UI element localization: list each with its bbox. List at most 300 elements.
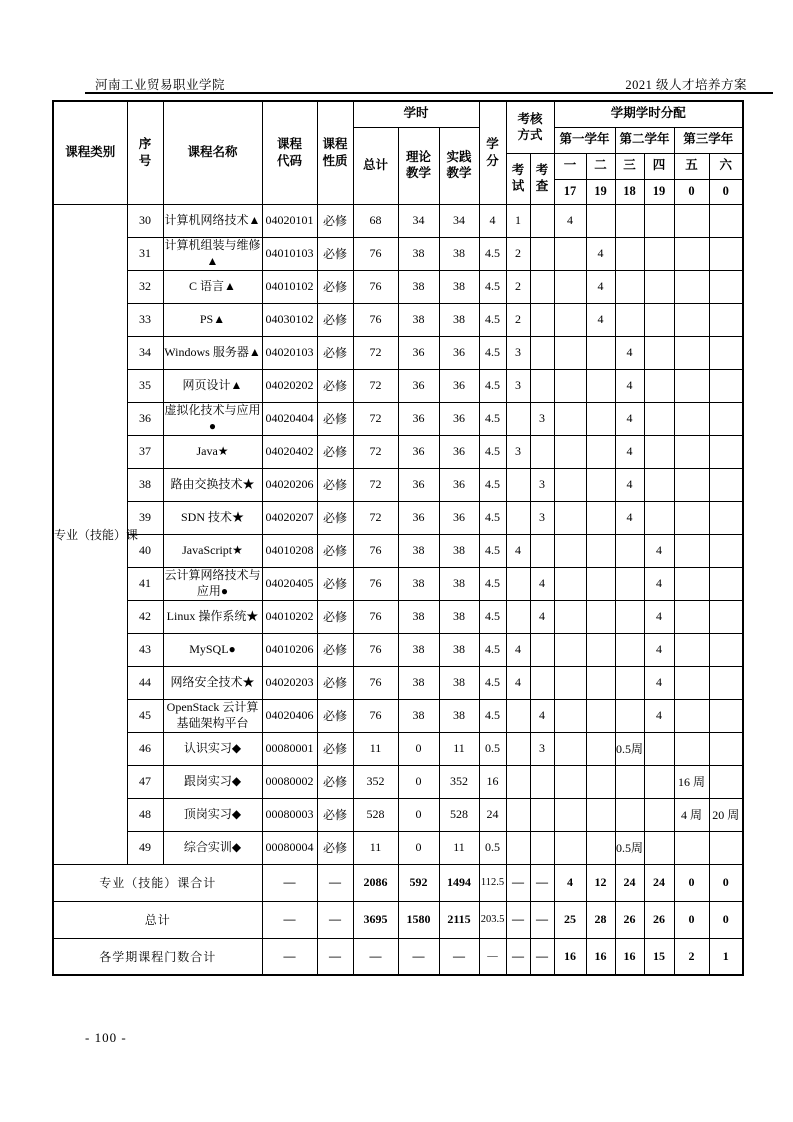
cell-hours-practice: 34 [439,204,479,237]
cell-credits: 24 [479,798,506,831]
page-header-school-name: 河南工业贸易职业学院 [95,78,226,92]
cell-hours-practice: 38 [439,633,479,666]
course-row [53,765,743,798]
cell-seq: 48 [127,798,163,831]
cell-seq: 44 [127,666,163,699]
cell-hours-total: 352 [353,765,398,798]
cell-summary-label: 专业（技能）课合计 [53,864,262,901]
cell-hours-total: 76 [353,699,398,732]
cell-course-code: 04020206 [262,468,317,501]
cell-hours-practice: 38 [439,270,479,303]
cell-course-name: 网络安全技术★ [163,666,262,699]
header-seq: 序号 [127,101,163,204]
cell-semester-1 [554,435,586,468]
cell-course-code: 04010102 [262,270,317,303]
cell-credits: 4 [479,204,506,237]
cell-semester-6 [709,633,743,666]
cell-credits: — [479,938,506,975]
cell-course-name: 计算机组装与维修▲ [163,237,262,270]
cell-exam: 3 [506,336,530,369]
cell-course-nature: — [317,864,353,901]
cell-course-code: 04020404 [262,402,317,435]
cell-exam [506,501,530,534]
cell-semester-5 [674,369,709,402]
cell-semester-2: 4 [586,237,615,270]
header-exam: 考试 [506,153,530,204]
cell-course-name: 计算机网络技术▲ [163,204,262,237]
cell-semester-6 [709,237,743,270]
cell-semester-2 [586,666,615,699]
cell-check [530,435,554,468]
cell-credits: 4.5 [479,666,506,699]
cell-course-name: JavaScript★ [163,534,262,567]
cell-semester-1 [554,699,586,732]
cell-semester-2 [586,501,615,534]
header-year3: 第三学年 [674,127,743,153]
cell-course-code: 00080004 [262,831,317,864]
cell-semester-3 [615,237,644,270]
cell-hours-total: 2086 [353,864,398,901]
cell-hours-theory: 38 [398,303,439,336]
cell-exam [506,699,530,732]
header-credits: 学分 [479,101,506,204]
cell-semester-6 [709,699,743,732]
cell-semester-2 [586,204,615,237]
cell-semester-1 [554,402,586,435]
cell-hours-total: 76 [353,567,398,600]
cell-credits: 0.5 [479,831,506,864]
cell-course-name: 路由交换技术★ [163,468,262,501]
cell-check: 4 [530,600,554,633]
cell-course-nature: 必修 [317,204,353,237]
cell-semester-4: 4 [644,699,674,732]
cell-hours-total: — [353,938,398,975]
cell-semester-3: 0.5周 [615,732,644,765]
cell-semester-1 [554,567,586,600]
header-semester-4: 四 [644,153,674,179]
cell-check [530,369,554,402]
course-row [53,402,743,435]
cell-check: 3 [530,468,554,501]
cell-semester-2 [586,567,615,600]
cell-course-code: 04020202 [262,369,317,402]
cell-seq: 35 [127,369,163,402]
cell-semester-5 [674,699,709,732]
cell-semester-4 [644,831,674,864]
cell-check [530,237,554,270]
cell-course-code: 04010206 [262,633,317,666]
cell-hours-practice: 352 [439,765,479,798]
cell-course-nature: 必修 [317,666,353,699]
cell-semester-1 [554,468,586,501]
cell-check: 3 [530,501,554,534]
cell-course-code: — [262,938,317,975]
cell-credits: 4.5 [479,468,506,501]
cell-semester-4: 4 [644,567,674,600]
cell-semester-6 [709,732,743,765]
course-row [53,303,743,336]
cell-course-name: 云计算网络技术与应用● [163,567,262,600]
cell-hours-theory: 36 [398,468,439,501]
cell-semester-2: 16 [586,938,615,975]
course-row [53,468,743,501]
cell-credits: 4.5 [479,501,506,534]
cell-credits: 4.5 [479,567,506,600]
cell-seq: 41 [127,567,163,600]
cell-semester-1: 25 [554,901,586,938]
cell-course-nature: 必修 [317,435,353,468]
cell-semester-1 [554,303,586,336]
cell-hours-theory: 38 [398,237,439,270]
table-header [53,101,743,204]
cell-course-name: 虚拟化技术与应用● [163,402,262,435]
course-row [53,336,743,369]
cell-semester-3: 24 [615,864,644,901]
page-number: - 100 - [85,1030,127,1045]
cell-semester-5: 0 [674,901,709,938]
course-row [53,699,743,732]
cell-hours-practice: 36 [439,336,479,369]
cell-semester-1: 4 [554,864,586,901]
cell-semester-4: 26 [644,901,674,938]
cell-hours-practice: 38 [439,534,479,567]
cell-semester-4: 4 [644,666,674,699]
cell-hours-theory: 34 [398,204,439,237]
cell-semester-4 [644,435,674,468]
cell-course-nature: 必修 [317,765,353,798]
cell-semester-3 [615,303,644,336]
cell-credits: 4.5 [479,303,506,336]
cell-semester-1 [554,666,586,699]
cell-exam [506,831,530,864]
course-row [53,567,743,600]
cell-course-code: 04020101 [262,204,317,237]
cell-seq: 43 [127,633,163,666]
cell-semester-1 [554,633,586,666]
course-row [53,237,743,270]
header-course-name: 课程名称 [163,101,262,204]
course-row [53,501,743,534]
cell-check: 4 [530,567,554,600]
cell-check [530,534,554,567]
cell-check [530,270,554,303]
cell-semester-5 [674,633,709,666]
cell-semester-2: 28 [586,901,615,938]
cell-check [530,336,554,369]
cell-course-code: 04020207 [262,501,317,534]
cell-check: 3 [530,402,554,435]
cell-semester-3 [615,270,644,303]
cell-category-label: 专业（技能）课 [53,204,127,864]
header-semester-2: 二 [586,153,615,179]
summary-row [53,938,743,975]
cell-check: — [530,901,554,938]
cell-hours-theory: 38 [398,567,439,600]
cell-semester-4 [644,204,674,237]
cell-exam [506,765,530,798]
cell-hours-practice: 36 [439,402,479,435]
cell-hours-theory: 38 [398,699,439,732]
cell-hours-theory: 0 [398,765,439,798]
header-weeks-2: 19 [586,179,615,204]
course-row [53,633,743,666]
cell-hours-total: 72 [353,402,398,435]
cell-check: 4 [530,699,554,732]
cell-exam: — [506,938,530,975]
cell-course-nature: 必修 [317,798,353,831]
course-row [53,270,743,303]
cell-semester-5: 0 [674,864,709,901]
cell-hours-practice: 36 [439,501,479,534]
cell-hours-total: 76 [353,633,398,666]
cell-exam: — [506,864,530,901]
cell-seq: 37 [127,435,163,468]
cell-hours-theory: 38 [398,270,439,303]
cell-course-name: Linux 操作系统★ [163,600,262,633]
cell-course-name: C 语言▲ [163,270,262,303]
cell-course-nature: 必修 [317,336,353,369]
header-semester-3: 三 [615,153,644,179]
cell-semester-6 [709,402,743,435]
cell-course-code: 04020103 [262,336,317,369]
cell-hours-theory: 592 [398,864,439,901]
cell-semester-2 [586,798,615,831]
cell-exam: 4 [506,666,530,699]
cell-semester-1: 16 [554,938,586,975]
cell-hours-practice: 36 [439,435,479,468]
course-row [53,732,743,765]
cell-hours-total: 76 [353,303,398,336]
cell-course-nature: — [317,901,353,938]
header-weeks-3: 18 [615,179,644,204]
cell-hours-practice: 36 [439,369,479,402]
cell-hours-total: 76 [353,270,398,303]
header-category: 课程类别 [53,101,127,204]
cell-hours-practice: 11 [439,732,479,765]
cell-semester-6 [709,831,743,864]
cell-credits: 4.5 [479,237,506,270]
cell-semester-1 [554,831,586,864]
cell-exam: — [506,901,530,938]
cell-semester-3 [615,765,644,798]
cell-hours-total: 68 [353,204,398,237]
cell-semester-4 [644,501,674,534]
header-weeks-1: 17 [554,179,586,204]
header-assessment: 考核方式 [506,101,554,153]
cell-semester-3 [615,534,644,567]
cell-semester-4: 15 [644,938,674,975]
header-check: 考查 [530,153,554,204]
cell-hours-theory: 38 [398,666,439,699]
cell-check [530,765,554,798]
cell-course-code: 04020405 [262,567,317,600]
cell-hours-total: 76 [353,237,398,270]
cell-credits: 4.5 [479,633,506,666]
cell-semester-2 [586,600,615,633]
cell-check [530,666,554,699]
cell-semester-6 [709,270,743,303]
cell-course-nature: 必修 [317,699,353,732]
cell-semester-6 [709,765,743,798]
cell-semester-1: 4 [554,204,586,237]
cell-check: — [530,864,554,901]
cell-semester-5 [674,303,709,336]
cell-seq: 31 [127,237,163,270]
cell-course-name: 认识实习◆ [163,732,262,765]
cell-hours-theory: 0 [398,732,439,765]
cell-course-name: 综合实训◆ [163,831,262,864]
cell-seq: 45 [127,699,163,732]
header-semester-5: 五 [674,153,709,179]
cell-semester-4: 4 [644,534,674,567]
cell-course-nature: — [317,938,353,975]
cell-course-code: 04010208 [262,534,317,567]
cell-credits: 4.5 [479,435,506,468]
cell-semester-1 [554,501,586,534]
cell-hours-practice: 38 [439,567,479,600]
cell-hours-theory: 1580 [398,901,439,938]
cell-credits: 4.5 [479,336,506,369]
cell-semester-3: 4 [615,501,644,534]
course-row [53,435,743,468]
cell-hours-theory: 38 [398,633,439,666]
cell-course-code: 00080003 [262,798,317,831]
cell-hours-theory: 36 [398,402,439,435]
cell-exam [506,600,530,633]
cell-semester-3 [615,204,644,237]
cell-semester-5 [674,567,709,600]
header-hours: 学时 [353,101,479,127]
cell-semester-5 [674,600,709,633]
cell-semester-2 [586,633,615,666]
cell-semester-3: 4 [615,402,644,435]
cell-semester-3: 4 [615,369,644,402]
header-hours-practice: 实践教学 [439,127,479,204]
cell-semester-5 [674,204,709,237]
cell-course-name: Windows 服务器▲ [163,336,262,369]
cell-semester-4: 4 [644,633,674,666]
cell-hours-practice: 36 [439,468,479,501]
cell-semester-5 [674,270,709,303]
cell-course-nature: 必修 [317,369,353,402]
cell-hours-practice: 1494 [439,864,479,901]
cell-semester-4 [644,402,674,435]
cell-semester-4 [644,270,674,303]
cell-exam: 2 [506,237,530,270]
cell-hours-theory: 36 [398,501,439,534]
cell-course-code: 00080002 [262,765,317,798]
cell-check [530,831,554,864]
cell-seq: 42 [127,600,163,633]
cell-hours-practice: 528 [439,798,479,831]
cell-semester-2 [586,435,615,468]
cell-summary-label: 总计 [53,901,262,938]
cell-course-code: 00080001 [262,732,317,765]
cell-semester-1 [554,369,586,402]
cell-semester-1 [554,534,586,567]
cell-course-nature: 必修 [317,633,353,666]
cell-hours-total: 11 [353,732,398,765]
header-course-code: 课程代码 [262,101,317,204]
cell-hours-total: 76 [353,600,398,633]
cell-hours-practice: — [439,938,479,975]
curriculum-table [52,100,744,976]
header-semester-1: 一 [554,153,586,179]
cell-hours-total: 72 [353,435,398,468]
cell-semester-5 [674,732,709,765]
cell-credits: 4.5 [479,600,506,633]
cell-semester-2: 4 [586,303,615,336]
cell-semester-5 [674,468,709,501]
cell-course-name: SDN 技术★ [163,501,262,534]
cell-seq: 36 [127,402,163,435]
cell-check: 3 [530,732,554,765]
header-weeks-4: 19 [644,179,674,204]
cell-hours-total: 528 [353,798,398,831]
table-body [53,204,743,975]
cell-hours-theory: 0 [398,831,439,864]
cell-course-name: Java★ [163,435,262,468]
cell-credits: 112.5 [479,864,506,901]
cell-semester-6: 20 周 [709,798,743,831]
cell-hours-total: 11 [353,831,398,864]
cell-semester-6: 0 [709,901,743,938]
cell-seq: 49 [127,831,163,864]
cell-hours-theory: 36 [398,369,439,402]
page-header-plan-title: 2021 级人才培养方案 [625,78,747,92]
course-row [53,534,743,567]
cell-course-code: — [262,901,317,938]
cell-exam: 3 [506,369,530,402]
cell-semester-1 [554,600,586,633]
cell-course-name: OpenStack 云计算基础架构平台 [163,699,262,732]
cell-course-code: 04030102 [262,303,317,336]
cell-hours-total: 72 [353,501,398,534]
cell-credits: 4.5 [479,270,506,303]
cell-credits: 4.5 [479,402,506,435]
cell-semester-6 [709,534,743,567]
course-row [53,369,743,402]
cell-semester-6 [709,501,743,534]
cell-semester-6 [709,336,743,369]
cell-semester-2 [586,402,615,435]
cell-semester-2: 12 [586,864,615,901]
cell-check: — [530,938,554,975]
header-year2: 第二学年 [615,127,674,153]
header-divider-line [85,92,773,94]
cell-hours-total: 3695 [353,901,398,938]
cell-semester-6 [709,666,743,699]
cell-semester-6 [709,600,743,633]
cell-semester-1 [554,270,586,303]
cell-semester-4: 4 [644,600,674,633]
cell-semester-2 [586,534,615,567]
cell-semester-5 [674,534,709,567]
cell-semester-2 [586,468,615,501]
cell-semester-6 [709,369,743,402]
cell-semester-5 [674,237,709,270]
cell-semester-3: 0.5周 [615,831,644,864]
cell-semester-3 [615,633,644,666]
cell-hours-theory: 0 [398,798,439,831]
cell-hours-total: 72 [353,336,398,369]
cell-hours-theory: 38 [398,600,439,633]
cell-semester-5 [674,666,709,699]
cell-semester-1 [554,798,586,831]
cell-hours-practice: 2115 [439,901,479,938]
cell-course-name: 网页设计▲ [163,369,262,402]
cell-exam: 4 [506,633,530,666]
